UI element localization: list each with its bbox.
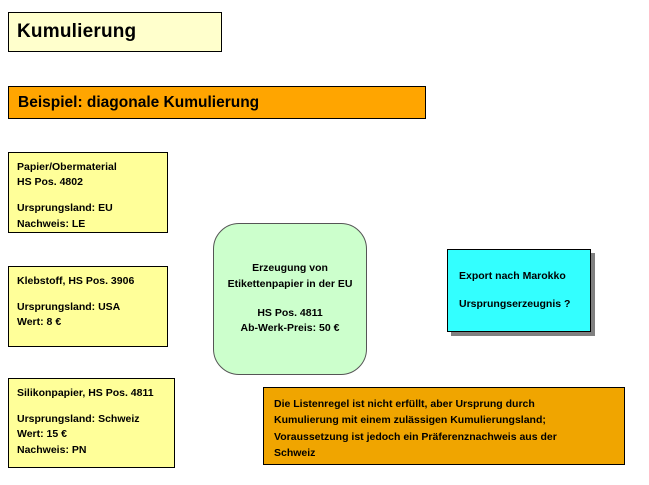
note-line-4: Schweiz bbox=[274, 446, 316, 459]
process-hs-code: HS Pos. 4811 bbox=[257, 306, 323, 319]
material-card-klebstoff bbox=[8, 266, 168, 347]
material-origin: Ursprungsland: EU bbox=[17, 202, 113, 215]
process-line-2: Etikettenpapier in der EU bbox=[227, 277, 353, 290]
material-value: Wert: 15 € bbox=[17, 428, 67, 441]
material-origin: Ursprungsland: USA bbox=[17, 301, 121, 314]
note-line-1: Die Listenregel ist nicht erfüllt, aber Ursprung durch bbox=[274, 398, 535, 410]
process-ex-works-price: Ab-Werk-Preis: 50 € bbox=[240, 322, 340, 335]
material-name: Klebstoff, HS Pos. 3906 bbox=[17, 275, 135, 287]
export-destination: Export nach Marokko bbox=[459, 269, 566, 282]
material-proof: Nachweis: LE bbox=[17, 217, 86, 230]
export-question: Ursprungserzeugnis ? bbox=[459, 297, 571, 310]
material-name: Papier/Obermaterial bbox=[17, 161, 117, 173]
note-box bbox=[263, 387, 625, 465]
subtitle-text: Beispiel: diagonale Kumulierung bbox=[18, 93, 260, 111]
material-card-silikonpapier bbox=[8, 378, 175, 468]
material-value: Wert: 8 € bbox=[17, 316, 62, 329]
spacer bbox=[17, 190, 159, 201]
process-box bbox=[213, 223, 367, 375]
material-card-papier bbox=[8, 152, 168, 233]
note-line-3: Voraussetzung ist jedoch ein Präferenznachweis aus der bbox=[274, 430, 557, 443]
slide-title-box bbox=[8, 12, 222, 52]
material-proof: Nachweis: PN bbox=[17, 443, 87, 456]
material-hs-code: HS Pos. 4802 bbox=[17, 176, 83, 189]
export-box bbox=[447, 249, 591, 332]
spacer bbox=[17, 401, 166, 412]
material-origin: Ursprungsland: Schweiz bbox=[17, 413, 140, 426]
material-name: Silikonpapier, HS Pos. 4811 bbox=[17, 387, 154, 399]
spacer bbox=[459, 285, 590, 297]
process-line-1: Erzeugung von bbox=[252, 262, 328, 274]
page-title: Kumulierung bbox=[17, 21, 137, 42]
spacer bbox=[17, 289, 159, 300]
note-line-2: Kumulierung mit einem zulässigen Kumulierungsland; bbox=[274, 414, 546, 427]
slide-subtitle-box bbox=[8, 86, 426, 119]
